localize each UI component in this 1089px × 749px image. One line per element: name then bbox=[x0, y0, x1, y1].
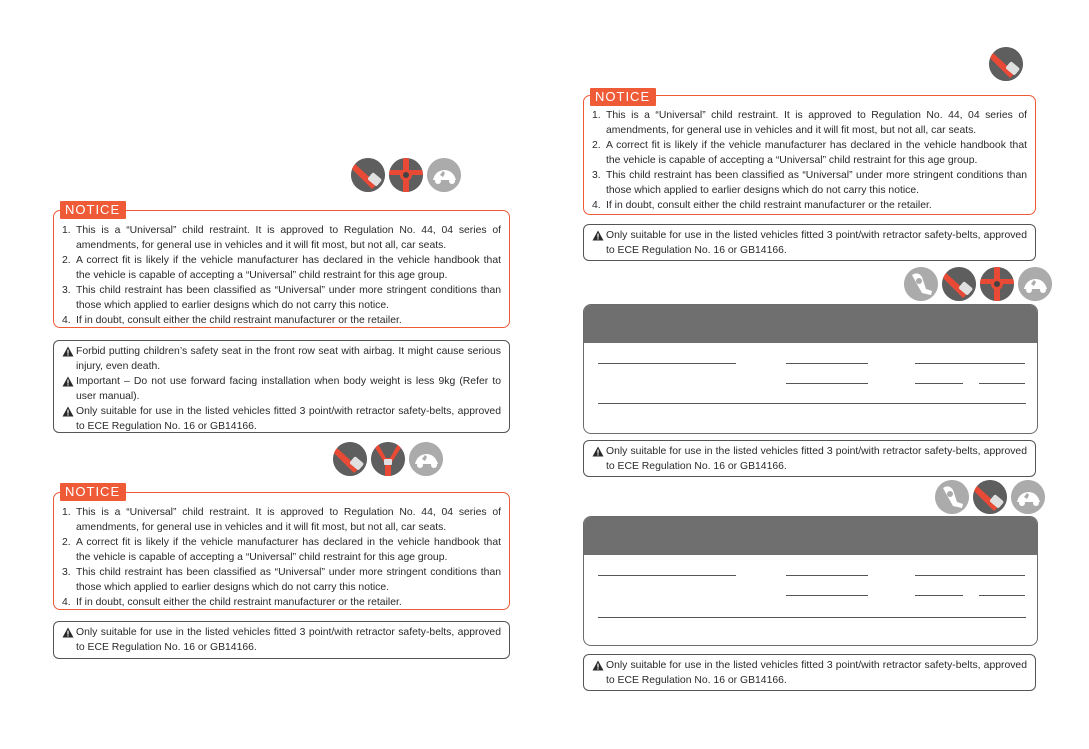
car-seat-icon bbox=[427, 158, 461, 192]
table-rule bbox=[786, 383, 868, 384]
notice-item: 3. This child restraint has been classified as “Universal” under more stringent conditions than those which applied to earlier designs which do not carry this notice. bbox=[62, 567, 501, 593]
belt-clip-icon bbox=[942, 267, 976, 301]
notice-item: 3. This child restraint has been classified as “Universal” under more stringent conditions than those which applied to earlier designs which do not carry this notice. bbox=[592, 170, 1027, 196]
warning-box bbox=[53, 340, 510, 433]
notice-item: 2. A correct fit is likely if the vehicle manufacturer has declared in the vehicle handbook that the vehicle is capable of accepting a “Universal” child restraint for this age group. bbox=[592, 140, 1027, 166]
warning-icon bbox=[62, 376, 74, 387]
icon-row-right-low bbox=[935, 480, 1045, 514]
table-rule bbox=[915, 595, 963, 596]
warning-box bbox=[53, 621, 510, 659]
notice-box bbox=[53, 202, 510, 328]
warning-icon bbox=[592, 446, 604, 457]
belt-clip-icon bbox=[351, 158, 385, 192]
table-rule bbox=[598, 575, 736, 576]
vehicle-list-panel bbox=[583, 516, 1038, 646]
table-rule bbox=[786, 575, 868, 576]
warning-item: Only suitable for use in the listed vehicles fitted 3 point/with retractor safety-belts, approved to ECE Regulation No. 16 or GB14166. bbox=[592, 228, 1027, 258]
steering-wheel-icon bbox=[980, 267, 1014, 301]
notice-label: NOTICE bbox=[590, 88, 656, 106]
warning-box bbox=[583, 224, 1036, 261]
table-rule bbox=[979, 595, 1025, 596]
harness-icon bbox=[371, 442, 405, 476]
table-rule bbox=[786, 363, 868, 364]
steering-wheel-icon bbox=[389, 158, 423, 192]
icon-row-right-mid bbox=[904, 267, 1052, 301]
warning-item: Only suitable for use in the listed vehicles fitted 3 point/with retractor safety-belts, approved to ECE Regulation No. 16 or GB14166. bbox=[62, 404, 501, 434]
car-seat-icon bbox=[409, 442, 443, 476]
panel-header bbox=[584, 517, 1037, 555]
table-rule bbox=[915, 575, 1025, 576]
notice-item: 2. A correct fit is likely if the vehicle manufacturer has declared in the vehicle handbook that the vehicle is capable of accepting a “Universal” child restraint for this age group. bbox=[62, 255, 501, 281]
table-rule bbox=[598, 403, 1026, 404]
notice-list bbox=[62, 223, 501, 328]
rearward-seat-icon bbox=[904, 267, 938, 301]
notice-item: 2. A correct fit is likely if the vehicle manufacturer has declared in the vehicle handbook that the vehicle is capable of accepting a “Universal” child restraint for this age group. bbox=[62, 537, 501, 563]
notice-list bbox=[62, 505, 501, 610]
vehicle-list-panel bbox=[583, 304, 1038, 434]
notice-list bbox=[592, 108, 1027, 213]
icon-row-top-left bbox=[351, 158, 461, 192]
table-rule bbox=[915, 383, 963, 384]
warning-item: Only suitable for use in the listed vehicles fitted 3 point/with retractor safety-belts, approved to ECE Regulation No. 16 or GB14166. bbox=[62, 625, 501, 655]
notice-label: NOTICE bbox=[60, 483, 126, 501]
icon-row-mid-left bbox=[333, 442, 443, 476]
table-rule bbox=[598, 363, 736, 364]
table-rule bbox=[786, 595, 868, 596]
panel-header bbox=[584, 305, 1037, 343]
notice-box bbox=[53, 484, 510, 610]
notice-item: 1. This is a “Universal” child restraint. It is approved to Regulation No. 44, 04 series of amendments, for general use in vehicles and it will fit most, but not all, car seats. bbox=[592, 110, 1027, 136]
warning-item: Important – Do not use forward facing installation when body weight is less 9kg (Refer to user manual). bbox=[62, 374, 501, 404]
belt-clip-icon bbox=[989, 47, 1023, 81]
belt-clip-icon bbox=[333, 442, 367, 476]
car-seat-icon bbox=[1011, 480, 1045, 514]
warning-item: Only suitable for use in the listed vehicles fitted 3 point/with retractor safety-belts, approved to ECE Regulation No. 16 or GB14166. bbox=[592, 658, 1027, 688]
belt-clip-icon bbox=[973, 480, 1007, 514]
notice-item: 4. If in doubt, consult either the child restraint manufacturer or the retailer. bbox=[62, 315, 402, 326]
table-rule bbox=[598, 617, 1026, 618]
warning-icon bbox=[62, 627, 74, 638]
warning-icon bbox=[592, 660, 604, 671]
warning-icon bbox=[62, 406, 74, 417]
notice-item: 1. This is a “Universal” child restraint. It is approved to Regulation No. 44, 04 series of amendments, for general use in vehicles and it will fit most, but not all, car seats. bbox=[62, 225, 501, 251]
warning-icon bbox=[592, 230, 604, 241]
notice-label: NOTICE bbox=[60, 201, 126, 219]
rearward-seat-icon bbox=[935, 480, 969, 514]
table-rule bbox=[915, 363, 1025, 364]
notice-box bbox=[583, 89, 1036, 215]
warning-box bbox=[583, 440, 1036, 477]
notice-item: 4. If in doubt, consult either the child restraint manufacturer or the retailer. bbox=[62, 597, 402, 608]
notice-item: 4. If in doubt, consult either the child restraint manufacturer or the retailer. bbox=[592, 200, 932, 211]
table-rule bbox=[979, 383, 1025, 384]
warning-item: Only suitable for use in the listed vehicles fitted 3 point/with retractor safety-belts, approved to ECE Regulation No. 16 or GB14166. bbox=[592, 444, 1027, 474]
notice-item: 1. This is a “Universal” child restraint. It is approved to Regulation No. 44, 04 series of amendments, for general use in vehicles and it will fit most, but not all, car seats. bbox=[62, 507, 501, 533]
warning-item: Forbid putting children’s safety seat in the front row seat with airbag. It might cause serious injury, even death. bbox=[62, 344, 501, 374]
icon-row-top-right bbox=[989, 47, 1023, 81]
notice-item: 3. This child restraint has been classified as “Universal” under more stringent conditions than those which applied to earlier designs which do not carry this notice. bbox=[62, 285, 501, 311]
warning-icon bbox=[62, 346, 74, 357]
warning-box bbox=[583, 654, 1036, 691]
car-seat-icon bbox=[1018, 267, 1052, 301]
